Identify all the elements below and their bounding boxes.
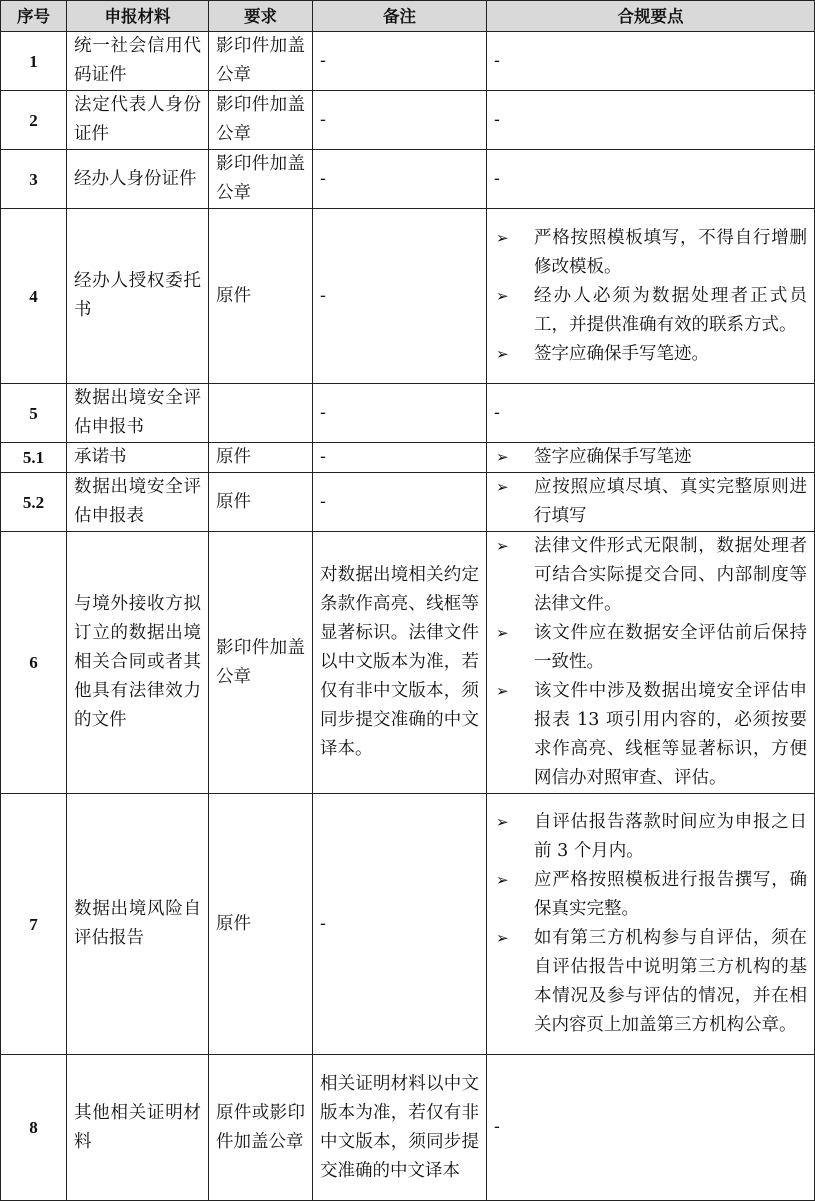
- compliance-point: [494, 443, 807, 472]
- requirement: 原件: [209, 443, 313, 473]
- compliance-point-list: [494, 532, 807, 793]
- requirement: 影印件加盖公章: [209, 150, 313, 209]
- compliance-points: [487, 473, 815, 532]
- compliance-point: [494, 619, 807, 677]
- note: -: [313, 32, 487, 91]
- compliance-points: -: [487, 384, 815, 443]
- compliance-point: [494, 282, 807, 340]
- table-row: [1, 32, 815, 91]
- header-no: 序号: [1, 1, 67, 32]
- arrow-bullet-icon: ➢: [496, 537, 509, 555]
- compliance-points: [487, 794, 815, 1055]
- material-name: 经办人授权委托书: [67, 209, 209, 384]
- row-number: 3: [1, 150, 67, 209]
- compliance-points: [487, 209, 815, 384]
- header-compliance-points: 合规要点: [487, 1, 815, 32]
- material-name: 与境外接收方拟订立的数据出境相关合同或者其他具有法律效力的文件: [67, 532, 209, 794]
- compliance-point: [494, 924, 807, 1040]
- note: -: [313, 473, 487, 532]
- requirement: 原件或影印件加盖公章: [209, 1055, 313, 1201]
- point-text: 应严格按照模板进行报告撰写，确保真实完整。: [534, 870, 807, 919]
- arrow-bullet-icon: ➢: [496, 448, 509, 466]
- compliance-points: -: [487, 1055, 815, 1201]
- note: -: [313, 794, 487, 1055]
- compliance-point: [494, 866, 807, 924]
- table-row: [1, 1055, 815, 1201]
- point-text: 法律文件形式无限制，数据处理者可结合实际提交合同、内部制度等法律文件。: [534, 536, 807, 614]
- material-name: 承诺书: [67, 443, 209, 473]
- point-text: 应按照应填尽填、真实完整原则进行填写: [534, 477, 807, 526]
- compliance-point-list: [494, 443, 807, 472]
- row-number: 5: [1, 384, 67, 443]
- compliance-points: -: [487, 91, 815, 150]
- arrow-bullet-icon: ➢: [496, 344, 509, 363]
- arrow-bullet-icon: ➢: [496, 228, 509, 247]
- note: 对数据出境相关约定条款作高亮、线框等显著标识。法律文件以中文版本为准，若仅有非中文版本，须同步提交准确的中文译本。: [313, 532, 487, 794]
- point-text: 经办人必须为数据处理者正式员工，并提供准确有效的联系方式。: [534, 285, 807, 335]
- material-name: 经办人身份证件: [67, 150, 209, 209]
- compliance-point-list: [494, 224, 807, 369]
- compliance-point: [494, 532, 807, 619]
- table-row: [1, 443, 815, 473]
- material-name: 数据出境安全评估申报书: [67, 384, 209, 443]
- point-text: 该文件应在数据安全评估前后保持一致性。: [534, 623, 807, 672]
- header-note: 备注: [313, 1, 487, 32]
- row-number: 2: [1, 91, 67, 150]
- header-row: [1, 1, 815, 32]
- table-row: [1, 473, 815, 532]
- requirement: 原件: [209, 473, 313, 532]
- arrow-bullet-icon: ➢: [496, 682, 509, 700]
- requirement: 影印件加盖公章: [209, 532, 313, 794]
- note: -: [313, 209, 487, 384]
- compliance-points: -: [487, 150, 815, 209]
- row-number: 5.1: [1, 443, 67, 473]
- material-name: 统一社会信用代码证件: [67, 32, 209, 91]
- row-number: 8: [1, 1055, 67, 1201]
- note: -: [313, 443, 487, 473]
- arrow-bullet-icon: ➢: [496, 871, 509, 889]
- row-number: 1: [1, 32, 67, 91]
- compliance-point: [494, 224, 807, 282]
- compliance-point-list: [494, 473, 807, 531]
- table-row: [1, 91, 815, 150]
- table-row: [1, 532, 815, 794]
- arrow-bullet-icon: ➢: [496, 813, 509, 831]
- compliance-point: [494, 473, 807, 531]
- compliance-point: [494, 808, 807, 866]
- table-row: [1, 384, 815, 443]
- material-name: 其他相关证明材料: [67, 1055, 209, 1201]
- requirement: 影印件加盖公章: [209, 32, 313, 91]
- table-row: [1, 794, 815, 1055]
- row-number: 6: [1, 532, 67, 794]
- point-text: 自评估报告落款时间应为申报之日前 3 个月内。: [534, 812, 807, 861]
- material-name: 数据出境安全评估申报表: [67, 473, 209, 532]
- row-number: 7: [1, 794, 67, 1055]
- arrow-bullet-icon: ➢: [496, 624, 509, 642]
- requirement: 影印件加盖公章: [209, 91, 313, 150]
- note: 相关证明材料以中文版本为准，若仅有非中文版本，须同步提交准确的中文译本: [313, 1055, 487, 1201]
- requirement: [209, 384, 313, 443]
- note: -: [313, 91, 487, 150]
- arrow-bullet-icon: ➢: [496, 478, 509, 496]
- row-number: 5.2: [1, 473, 67, 532]
- compliance-points: [487, 532, 815, 794]
- compliance-point: [494, 340, 807, 369]
- requirement: 原件: [209, 794, 313, 1055]
- compliance-points: -: [487, 32, 815, 91]
- note: -: [313, 384, 487, 443]
- compliance-point: [494, 677, 807, 793]
- compliance-points: [487, 443, 815, 473]
- arrow-bullet-icon: ➢: [496, 929, 509, 947]
- header-requirement: 要求: [209, 1, 313, 32]
- note: -: [313, 150, 487, 209]
- point-text: 如有第三方机构参与自评估，须在自评估报告中说明第三方机构的基本情况及参与评估的情况，并在相关内容页上加盖第三方机构公章。: [534, 928, 807, 1035]
- material-name: 数据出境风险自评估报告: [67, 794, 209, 1055]
- arrow-bullet-icon: ➢: [496, 286, 509, 305]
- table-row: [1, 150, 815, 209]
- point-text: 签字应确保手写笔迹。: [534, 343, 709, 364]
- point-text: 签字应确保手写笔迹: [534, 447, 692, 467]
- compliance-point-list: [494, 808, 807, 1040]
- point-text: 该文件中涉及数据出境安全评估申报表 13 项引用内容的，必须按要求作高亮、线框等显著标识，方便网信办对照审查、评估。: [534, 681, 807, 788]
- requirement: 原件: [209, 209, 313, 384]
- header-material: 申报材料: [67, 1, 209, 32]
- table-row: [1, 209, 815, 384]
- row-number: 4: [1, 209, 67, 384]
- point-text: 严格按照模板填写，不得自行增删修改模板。: [534, 227, 807, 277]
- material-name: 法定代表人身份证件: [67, 91, 209, 150]
